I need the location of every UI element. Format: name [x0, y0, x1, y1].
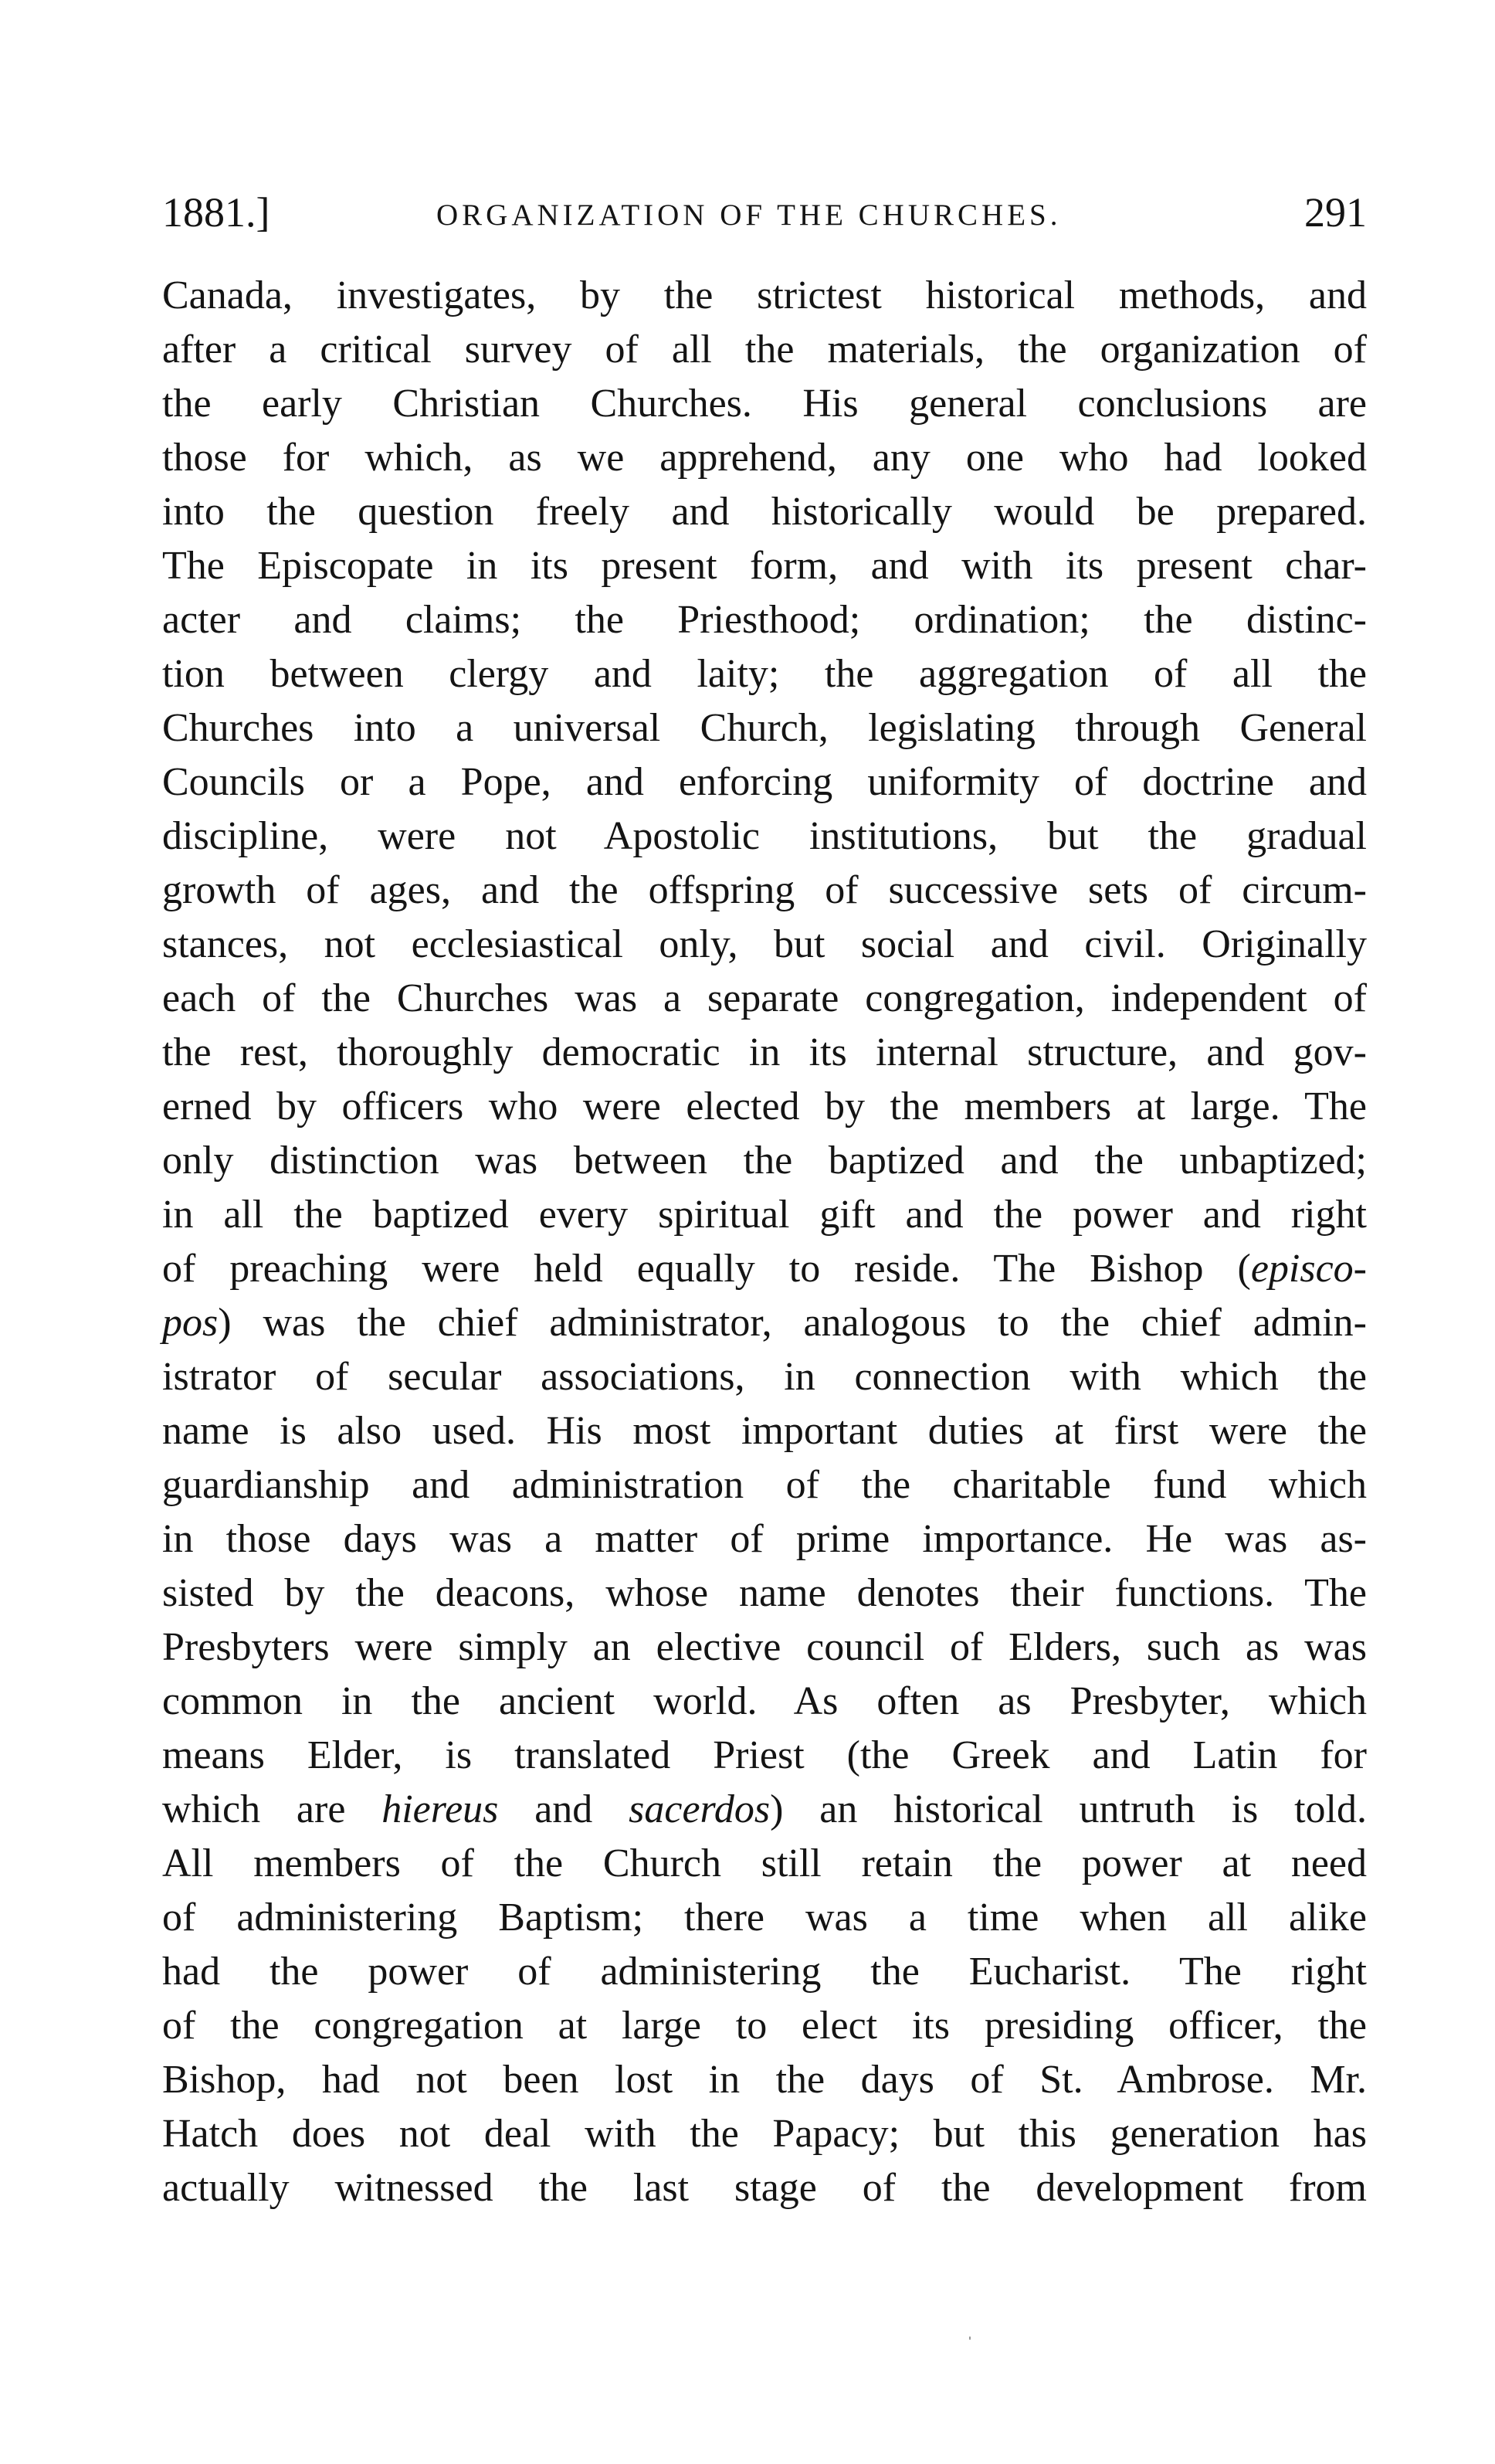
- text-line: [162, 539, 1367, 593]
- text-segment: each of the Churches was a separate congregation, independent of: [162, 976, 1367, 1020]
- text-segment: sisted by the deacons, whose name denotes their functions. The: [162, 1571, 1367, 1615]
- text-segment: into the question freely and historically would be prepared.: [162, 490, 1367, 534]
- text-line: [162, 1945, 1367, 1999]
- text-segment: the rest, thoroughly democratic in its internal structure, and gov-: [162, 1030, 1367, 1074]
- text-segment: Presbyters were simply an elective council of Elders, such as was: [162, 1625, 1367, 1669]
- text-segment: guardianship and administration of the charitable fund which: [162, 1463, 1367, 1507]
- text-line: [162, 2161, 1367, 2215]
- text-line: [162, 1837, 1367, 1891]
- text-line: [162, 1512, 1367, 1566]
- text-segment: ) was the chief administrator, analogous to the chief admin-: [218, 1301, 1367, 1345]
- text-line: [162, 1296, 1367, 1350]
- text-segment: istrator of secular associations, in connection with which the: [162, 1355, 1367, 1399]
- running-head-title: ORGANIZATION OF THE CHURCHES.: [436, 199, 1062, 232]
- body-text: [162, 269, 1367, 2215]
- italic-term: episco-: [1250, 1247, 1367, 1291]
- text-line: [162, 1242, 1367, 1296]
- text-segment: common in the ancient world. As often as Presbyter, which: [162, 1679, 1367, 1723]
- text-segment: only distinction was between the baptized and the unbaptized;: [162, 1139, 1367, 1183]
- text-segment: Hatch does not deal with the Papacy; but this generation has: [162, 2112, 1367, 2156]
- text-line: [162, 809, 1367, 864]
- book-page: [162, 185, 1367, 2215]
- text-segment: and: [498, 1787, 629, 1831]
- italic-term: pos: [162, 1301, 219, 1345]
- text-segment: The Episcopate in its present form, and with its present char-: [162, 544, 1367, 588]
- text-segment: tion between clergy and laity; the aggregation of all the: [162, 652, 1367, 696]
- text-segment: growth of ages, and the offspring of successive sets of circum-: [162, 868, 1367, 912]
- text-line: [162, 1891, 1367, 1945]
- text-segment: after a critical survey of all the materials, the organization of: [162, 328, 1367, 372]
- italic-term: sacerdos: [629, 1787, 771, 1831]
- running-head: [162, 185, 1367, 239]
- text-segment: had the power of administering the Eucharist. The right: [162, 1950, 1367, 1994]
- text-line: [162, 1566, 1367, 1621]
- stray-ink-mark: [969, 2337, 971, 2340]
- text-segment: discipline, were not Apostolic institutions, but the gradual: [162, 814, 1367, 858]
- text-line: [162, 1621, 1367, 1675]
- text-line: [162, 1188, 1367, 1242]
- text-segment: Bishop, had not been lost in the days of St. Ambrose. Mr.: [162, 2058, 1367, 2102]
- text-line: [162, 864, 1367, 918]
- text-line: [162, 918, 1367, 972]
- text-line: [162, 1675, 1367, 1729]
- text-segment: which are: [162, 1787, 382, 1831]
- text-segment: All members of the Church still retain the power at need: [162, 1841, 1367, 1885]
- italic-term: hiereus: [381, 1787, 499, 1831]
- text-line: [162, 1729, 1367, 1783]
- text-line: [162, 647, 1367, 701]
- text-line: [162, 972, 1367, 1026]
- text-line: [162, 701, 1367, 755]
- text-line: [162, 1404, 1367, 1458]
- text-segment: means Elder, is translated Priest (the Greek and Latin for: [162, 1733, 1367, 1777]
- text-segment: the early Christian Churches. His general conclusions are: [162, 382, 1367, 426]
- text-line: [162, 2053, 1367, 2107]
- page-number: 291: [1304, 189, 1367, 236]
- text-line: [162, 593, 1367, 647]
- text-line: [162, 1026, 1367, 1080]
- text-segment: name is also used. His most important duties at first were the: [162, 1409, 1367, 1453]
- text-segment: in all the baptized every spiritual gift and the power and right: [162, 1193, 1367, 1237]
- text-segment: Canada, investigates, by the strictest historical methods, and: [162, 273, 1367, 317]
- text-line: [162, 1080, 1367, 1134]
- text-line: [162, 1783, 1367, 1837]
- text-line: [162, 1458, 1367, 1512]
- text-segment: of the congregation at large to elect its presiding officer, the: [162, 2004, 1367, 2048]
- text-line: [162, 1350, 1367, 1404]
- text-segment: of administering Baptism; there was a time when all alike: [162, 1896, 1367, 1940]
- text-segment: ) an historical untruth is told.: [770, 1787, 1367, 1831]
- text-line: [162, 1999, 1367, 2053]
- text-segment: of preaching were held equally to reside. The Bishop (: [162, 1247, 1251, 1291]
- text-line: [162, 377, 1367, 431]
- text-segment: those for which, as we apprehend, any one who had looked: [162, 436, 1367, 480]
- text-segment: Councils or a Pope, and enforcing uniformity of doctrine and: [162, 760, 1367, 804]
- text-line: [162, 2107, 1367, 2161]
- text-segment: in those days was a matter of prime importance. He was as-: [162, 1517, 1367, 1561]
- text-segment: Churches into a universal Church, legislating through General: [162, 706, 1367, 750]
- text-segment: erned by officers who were elected by the members at large. The: [162, 1084, 1367, 1128]
- text-line: [162, 755, 1367, 809]
- text-line: [162, 485, 1367, 539]
- text-segment: actually witnessed the last stage of the development from: [162, 2166, 1367, 2210]
- running-head-year: 1881.]: [162, 189, 270, 236]
- text-line: [162, 1134, 1367, 1188]
- text-segment: stances, not ecclesiastical only, but social and civil. Originally: [162, 922, 1367, 966]
- text-line: [162, 323, 1367, 377]
- text-segment: acter and claims; the Priesthood; ordination; the distinc-: [162, 598, 1367, 642]
- text-line: [162, 431, 1367, 485]
- text-line: [162, 269, 1367, 323]
